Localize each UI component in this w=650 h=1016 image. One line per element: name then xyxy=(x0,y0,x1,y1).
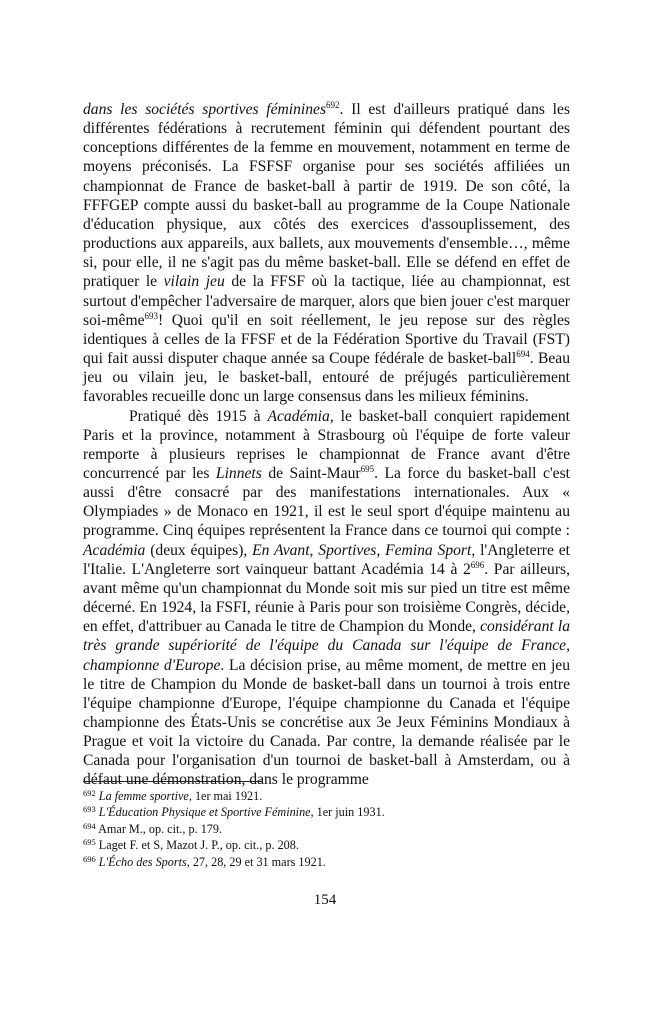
footnote-ref: 695 xyxy=(360,463,375,474)
text-run: , 27, 28, 29 et 31 mars 1921. xyxy=(186,854,326,869)
italic-text: considérant la très grande supériorité de l'équipe du Canada sur l'équipe de France, championne d'Europe xyxy=(83,618,570,674)
italic-text: Académia xyxy=(83,541,146,559)
paragraph-1 xyxy=(83,100,570,407)
text-run: , 1er mai 1921. xyxy=(188,789,263,803)
footnote-692 xyxy=(83,788,570,804)
text-run: . La décision prise, au même moment, de mettre en jeu le titre de Champion du Monde de basket-ball dans un tournoi à trois entre l'équipe championne d'Europe, l'équipe championne du Canada et l'équipe championne des États-Unis se concrétise aux 3e Jeux Féminins Mondiaux à Prague et voit la victoire du Canada. Par contre, la demande réalisée par le Canada pour l'organisation d'un tournoi de basket-ball à Amsterdam, ou à défaut une démonstration, dans le programme xyxy=(83,656,570,789)
text-run: . Par ailleurs, avant même qu'un championnat du Monde soit mis sur pied un titre est même décerné. En 1924, la FSFI, réunie à Paris pour son troisième Congrès, décide, en effet, d'attribuer au Canada le titre de Champion du Monde, xyxy=(83,560,570,636)
footnote-694 xyxy=(83,821,570,837)
text-run: . La force du basket-ball c'est aussi d'être consacré par des manifestations internationales. Aux « Olympiades » de Monaco en 1921, il est le seul sport d'équipe maintenu au programme. Cinq équipes représentent la France dans ce tournoi qui compte : xyxy=(83,464,570,540)
text-run: , 1er juin 1931. xyxy=(310,805,385,820)
text-run: , le basket-ball conquiert rapidement Paris et la province, notamment à Strasbourg où l'équipe de forte valeur remporte à plusieurs reprises le championnat de France avant d'être concurrencé par les xyxy=(83,407,570,482)
italic-text: dans les sociétés sportives féminines xyxy=(83,101,327,118)
footnote-ref: 692 xyxy=(326,100,340,110)
text-run: Amar M., op. cit., p. 179. xyxy=(95,821,223,836)
footnote-ref: 696 xyxy=(83,853,96,864)
text-run: de la FFSF où la tactique, liée au championnat, est surtout d'empêcher l'adversaire de marquer, alors que bien jouer c'est marquer soi-même xyxy=(83,273,570,329)
paragraph-2 xyxy=(83,407,570,790)
text-run: Laget F. et S, Mazot J. P., op. cit., p. 208. xyxy=(95,838,299,853)
footnote-ref: 692 xyxy=(83,788,96,798)
italic-text: La femme sportive xyxy=(98,789,189,803)
footnote-ref: 694 xyxy=(516,349,530,360)
italic-text: En Avant, Sportives, Femina Sport xyxy=(252,541,472,559)
italic-text: Académia xyxy=(267,407,330,425)
text-run: de Saint-Maur xyxy=(261,464,361,482)
footnote-ref: 693 xyxy=(83,804,96,815)
italic-text: L'Écho des Sports xyxy=(98,854,187,869)
italic-text: L'Éducation Physique et Sportive Féminine xyxy=(98,805,311,820)
footnote-693 xyxy=(83,804,570,820)
text-run: . Il est d'ailleurs pratiqué dans les différentes fédérations à recrutement féminin qui défendent pourtant des conceptions différentes de la femme en mouvement, notamment en terme de moyens préconisés. La FSFSF organise pour ses sociétés affiliées un championnat de France de basket-ball à partir de 1919. De son côté, la FFFGEP compte aussi du basket-ball au programme de la Coupe Nationale d'éducation physique, aux côtés des exercices d'assouplissement, des productions aux appareils, aux ballets, aux mouvements d'ensemble…, même si, pour elle, il ne s'agit pas du même basket-ball. Elle se défend en effet de pratiquer le xyxy=(83,101,570,291)
footnote-ref: 693 xyxy=(144,310,158,321)
footnote-ref: 694 xyxy=(83,820,96,831)
footnotes xyxy=(83,788,570,870)
footnote-696 xyxy=(83,854,570,870)
footnote-ref: 695 xyxy=(83,837,96,848)
page-number: 154 xyxy=(313,892,337,908)
footnote-separator xyxy=(83,781,262,782)
text-run: ! Quoi qu'il en soit réellement, le jeu repose sur des règles identiques à celles de la FFSF et de la Fédération Sportive du Travail (FST) qui fait aussi disputer chaque année sa Coupe fédérale de basket-ball xyxy=(83,311,570,368)
body-text xyxy=(83,100,570,790)
text-run: (deux équipes), xyxy=(145,541,253,559)
text-run: . Beau jeu ou vilain jeu, le basket-ball, entouré de préjugés particulièrement favorables recueille donc un large consensus dans les milieux féminins. xyxy=(83,350,570,406)
italic-text: Linnets xyxy=(215,464,262,482)
footnote-ref: 696 xyxy=(470,559,485,570)
italic-text: vilain jeu xyxy=(163,273,225,291)
text-run: , l'Angleterre et l'Italie. L'Angleterre sort vainqueur battant Académia 14 à 2 xyxy=(83,541,571,578)
footnote-695 xyxy=(83,837,570,853)
text-run: Pratiqué dès 1915 à xyxy=(129,407,268,425)
